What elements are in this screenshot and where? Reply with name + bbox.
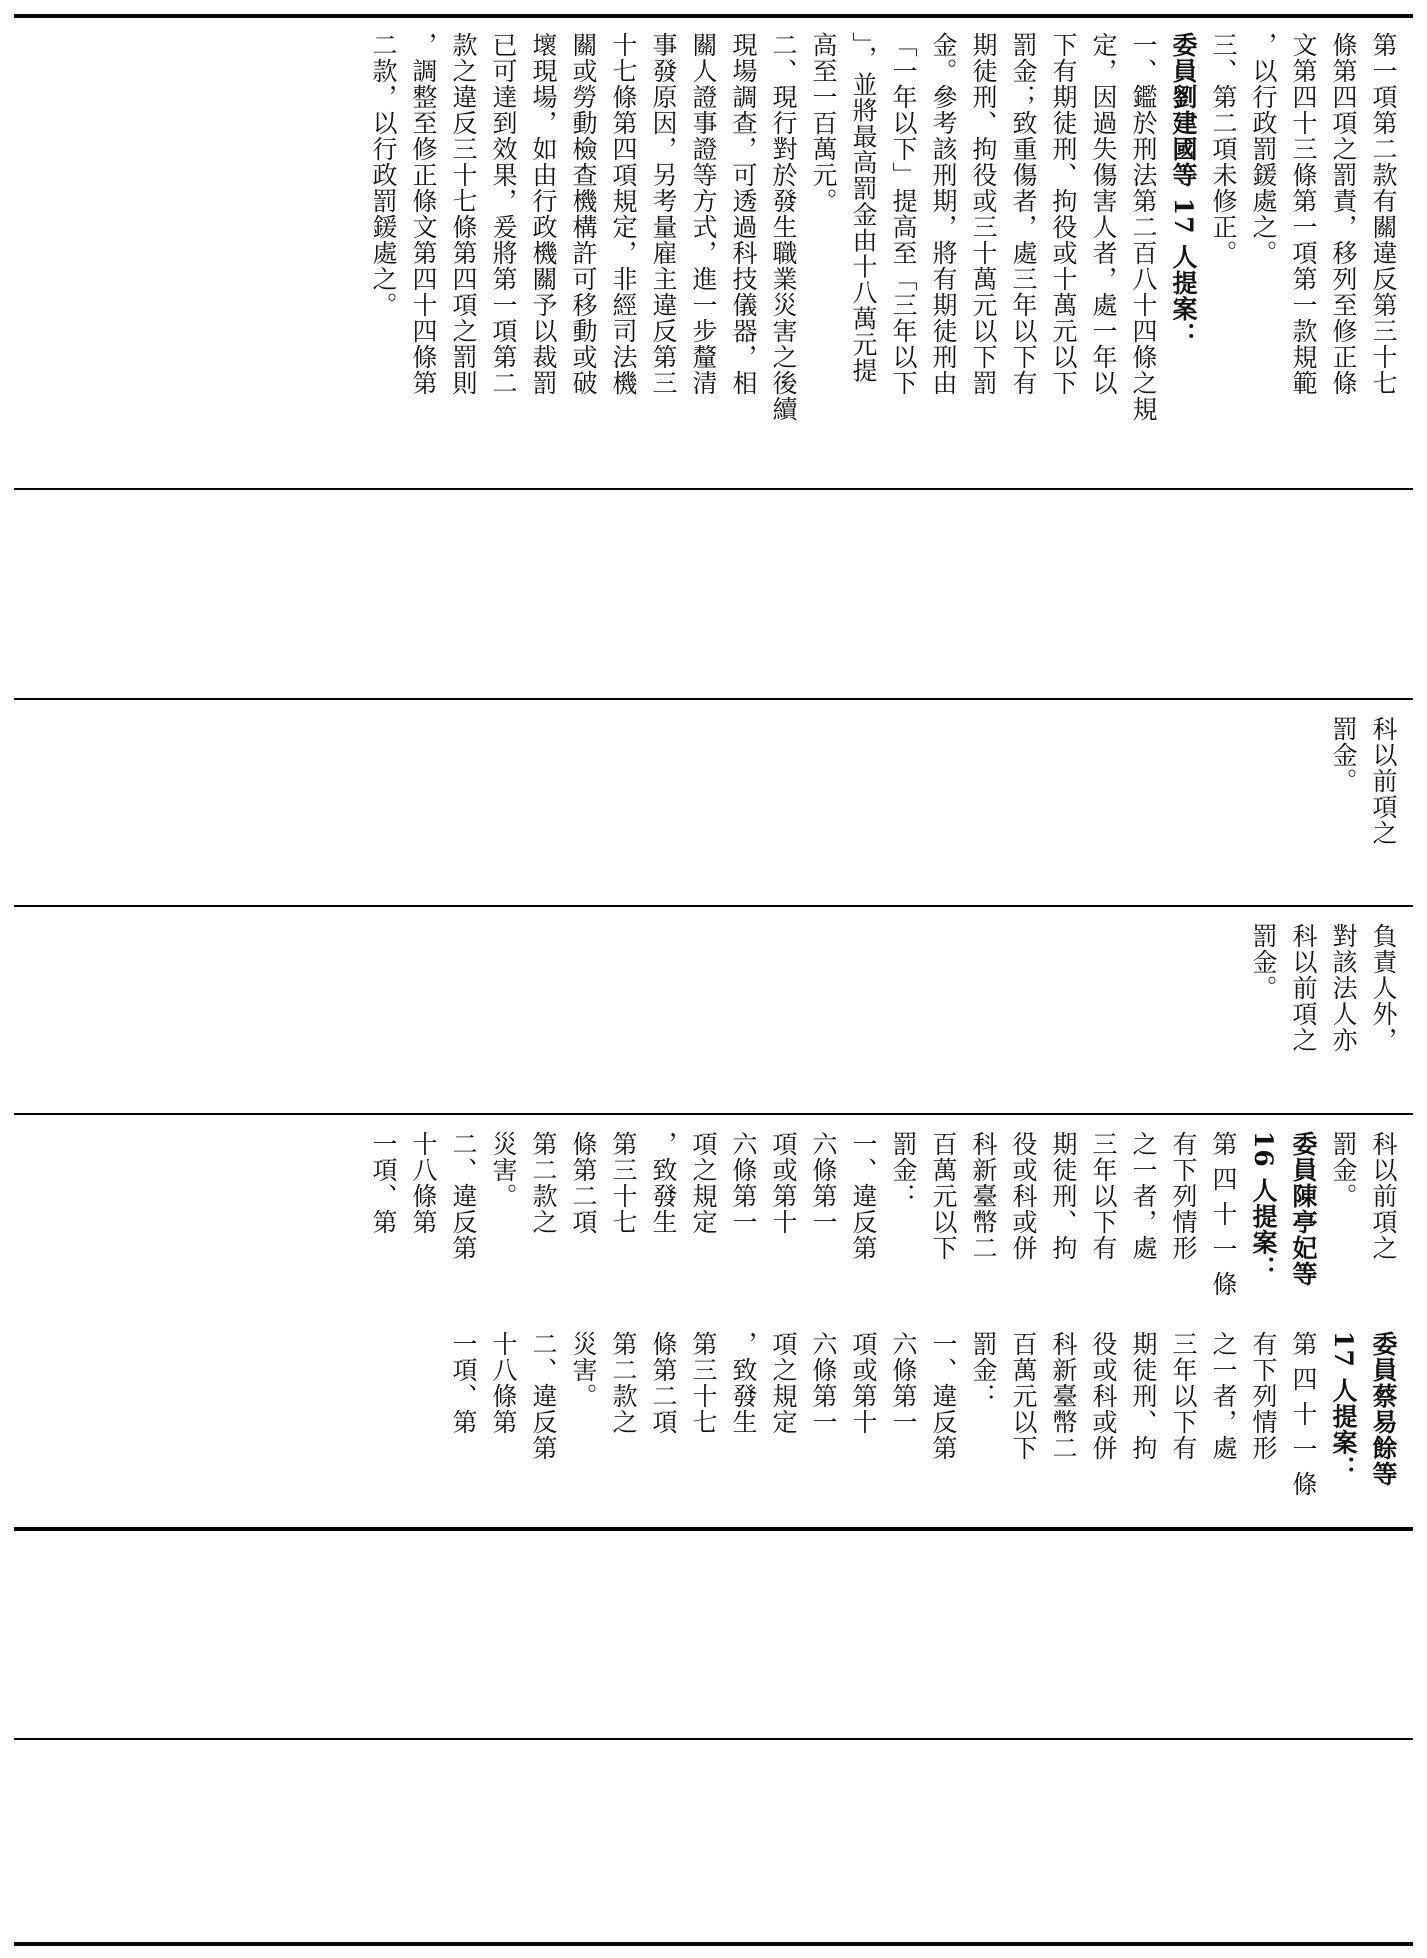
text-line: 關或勞動檢查機構許可移動或破 xyxy=(569,32,598,396)
text-line: 役或科或併 xyxy=(1089,1331,1118,1461)
proposal-heading: 委員劉建國等 17 人提案： xyxy=(1169,32,1198,349)
text-line: 」，並將最高罰金由十八萬元提 xyxy=(849,32,878,384)
proposal-heading: 16 人提案： xyxy=(1249,1131,1278,1282)
text-line: 二、違反第 xyxy=(529,1331,558,1461)
text-line: 項之規定 xyxy=(769,1331,798,1435)
text-line: 定，因過失傷害人者，處一年以 xyxy=(1089,32,1118,396)
text-line: 期徒刑、拘 xyxy=(1129,1331,1158,1461)
divider-rule xyxy=(14,488,1413,490)
text-line: 十七條第四項規定，非經司法機 xyxy=(609,32,638,396)
text-line: 六條第一 xyxy=(889,1331,918,1435)
proposal-heading: 17 人提案： xyxy=(1329,1331,1358,1482)
text-line: 期徒刑、拘役或三十萬元以下罰 xyxy=(969,32,998,396)
text-line: ，致發生 xyxy=(649,1131,678,1235)
text-line: 第一項第二款有關違反第三十七 xyxy=(1369,32,1398,396)
text-line: 負責人外， xyxy=(1369,923,1398,1053)
text-line: 役或科或併 xyxy=(1009,1131,1038,1261)
band-fine-clause xyxy=(24,702,1403,902)
text-line: 條第四項之罰責，移列至修正條 xyxy=(1329,32,1358,396)
text-line: 罰金；致重傷者，處三年以下有 xyxy=(1009,32,1038,396)
text-line: 項或第十 xyxy=(769,1131,798,1235)
text-line: 第三十七 xyxy=(609,1131,638,1235)
text-line: 高至一百萬元。 xyxy=(809,32,838,214)
text-line: 之一者，處 xyxy=(1129,1131,1158,1261)
text-line: 現場調查，可透過科技儀器，相 xyxy=(729,32,758,396)
vertical-text-column xyxy=(363,1131,1403,1297)
text-line: 壞現場，如由行政機關予以裁罰 xyxy=(529,32,558,396)
text-line: 第二款之 xyxy=(529,1131,558,1235)
text-line: 科新臺幣二 xyxy=(969,1131,998,1261)
proposal-heading: 委員蔡易餘等 xyxy=(1369,1331,1398,1487)
divider-rule xyxy=(14,1113,1413,1115)
text-line: ，以行政罰鍰處之。 xyxy=(1249,32,1278,266)
text-line: 二款，以行政罰鍰處之。 xyxy=(369,32,398,318)
text-line: 一、違反第 xyxy=(849,1131,878,1261)
text-line: 二、違反第 xyxy=(449,1131,478,1261)
band-empty xyxy=(24,1531,1403,1736)
text-line: 災害。 xyxy=(569,1331,598,1409)
text-line: 六條第一 xyxy=(809,1131,838,1235)
text-line: 百萬元以下 xyxy=(1009,1331,1038,1461)
text-line: 事發原因，另考量雇主違反第三 xyxy=(649,32,678,396)
band-legal-person-clause xyxy=(24,909,1403,1111)
text-line: 有下列情形 xyxy=(1169,1131,1198,1261)
text-line: 條第二項 xyxy=(649,1331,678,1435)
text-line: 十八條第 xyxy=(409,1131,438,1235)
band-proposals xyxy=(24,1117,1403,1525)
text-line: 「一年以下」提高至「三年以下 xyxy=(889,32,918,396)
text-line: 罰金。 xyxy=(1329,716,1358,794)
text-line: 一、鑑於刑法第二百八十四條之規 xyxy=(1129,32,1158,422)
text-line: 對該法人亦 xyxy=(1329,923,1358,1053)
text-line: 之一者，處 xyxy=(1209,1331,1238,1461)
proposal-heading: 委員陳亭妃等 xyxy=(1289,1131,1318,1287)
text-line: 有下列情形 xyxy=(1249,1331,1278,1461)
text-line: 罰金。 xyxy=(1329,1131,1358,1209)
divider-rule xyxy=(14,698,1413,700)
text-line: 期徒刑、拘 xyxy=(1049,1131,1078,1261)
text-line: 三年以下有 xyxy=(1169,1331,1198,1461)
band-explanation xyxy=(24,18,1403,486)
vertical-text-column xyxy=(363,32,1403,422)
text-line: 第三十七 xyxy=(689,1331,718,1435)
text-line: 項之規定 xyxy=(689,1131,718,1235)
text-line: 已可達到效果，爰將第一項第二 xyxy=(489,32,518,396)
text-line: ，致發生 xyxy=(729,1331,758,1435)
text-line: 罰金： xyxy=(889,1131,918,1209)
text-line: 第二款之 xyxy=(609,1331,638,1435)
text-line: 三、第二項未修正。 xyxy=(1209,32,1238,266)
text-line: 第 四 十 一 條 xyxy=(1209,1131,1238,1297)
text-line: 六條第一 xyxy=(809,1331,838,1435)
text-line: 文第四十三條第一項第一款規範 xyxy=(1289,32,1318,396)
text-line: 項或第十 xyxy=(849,1331,878,1435)
bottom-rule xyxy=(14,1942,1413,1946)
vertical-text-column xyxy=(443,1331,1403,1497)
text-line: 關人證事證等方式，進一步釐清 xyxy=(689,32,718,396)
text-line: 一項、第 xyxy=(449,1331,478,1435)
text-line: 罰金。 xyxy=(1249,923,1278,1001)
text-line: 款之違反三十七條第四項之罰則 xyxy=(449,32,478,396)
vertical-text-column xyxy=(1243,923,1403,1053)
text-line: 百萬元以下 xyxy=(929,1131,958,1261)
text-line: 第 四 十 一 條 xyxy=(1289,1331,1318,1497)
text-line: 金。參考該刑期，將有期徒刑由 xyxy=(929,32,958,396)
text-line: 科以前項之 xyxy=(1289,923,1318,1053)
text-line: 三年以下有 xyxy=(1089,1131,1118,1261)
text-line: 一項、第 xyxy=(369,1131,398,1235)
text-line: 二、現行對於發生職業災害之後續 xyxy=(769,32,798,422)
text-line: 一、違反第 xyxy=(929,1331,958,1461)
band-empty xyxy=(24,492,1403,696)
text-line: ，調整至修正條文第四十四條第 xyxy=(409,32,438,396)
text-line: 罰金： xyxy=(969,1331,998,1409)
text-line: 科以前項之 xyxy=(1369,1131,1398,1261)
text-line: 六條第一 xyxy=(729,1131,758,1235)
divider-rule xyxy=(14,1738,1413,1740)
vertical-text-column xyxy=(1323,716,1403,846)
text-line: 十八條第 xyxy=(489,1331,518,1435)
divider-rule xyxy=(14,905,1413,907)
text-line: 科新臺幣二 xyxy=(1049,1331,1078,1461)
text-line: 下有期徒刑、拘役或十萬元以下 xyxy=(1049,32,1078,396)
text-line: 條第二項 xyxy=(569,1131,598,1235)
text-line: 災害。 xyxy=(489,1131,518,1209)
text-line: 科以前項之 xyxy=(1369,716,1398,846)
